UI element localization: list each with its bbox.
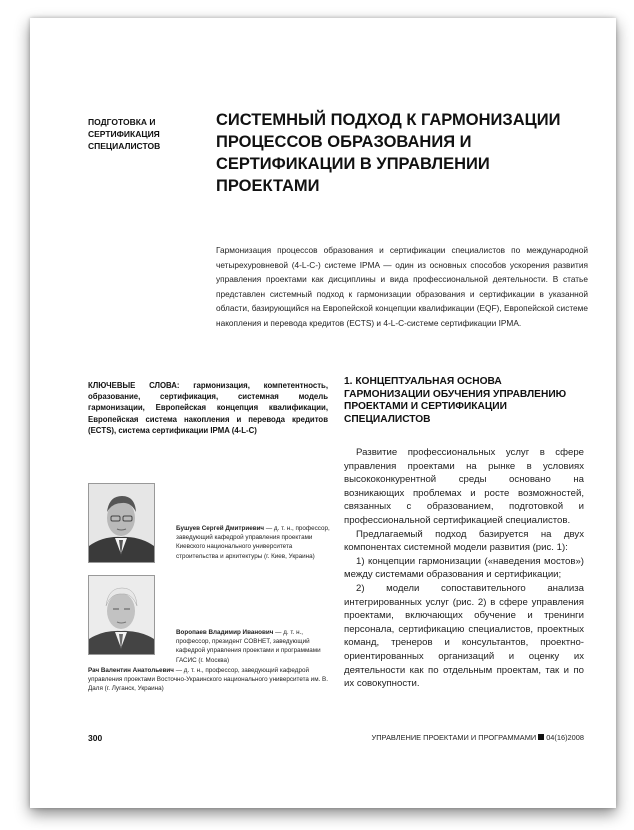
author-bio (88, 666, 333, 694)
keywords: КЛЮЧЕВЫЕ СЛОВА: гармонизация, компетентность, образование, сертификация, системная модель гармонизации, Европейская концепция квалификации, Европейская система накопления и перевода кредитов (ECTS), система сертификации IPMA (4-L-C) (88, 381, 328, 435)
page-number: 300 (88, 733, 103, 743)
square-separator-icon (538, 734, 544, 740)
author-photo (88, 575, 155, 655)
paragraph: 2) модели сопоставительного анализа интегрированных услуг (рис. 2) в сфере управления проектами, включающих обучение и тренинги персонала, сертификацию специалистов, проектных команд, тренеров и консультантов, проектно-ориентированных организаций и оценку их деятельности как по отдельным проектам, так и по их совокупности. (344, 582, 584, 690)
body-text (344, 446, 584, 691)
author-details: — д. т. н., профессор, президент СОВНЕТ, заведующий кафедрой управления проектами и программами ГАСИС (г. Москва) (176, 629, 321, 664)
article-title: СИСТЕМНЫЙ ПОДХОД К ГАРМОНИЗАЦИИ ПРОЦЕССОВ ОБРАЗОВАНИЯ И СЕРТИФИКАЦИИ В УПРАВЛЕНИИ ПРОЕКТАМИ (216, 111, 561, 195)
author-photo (88, 483, 155, 563)
author-details: — д. т. н., профессор, заведующий кафедрой управления проектами Восточно-Украинского национального университета им. В. Даля (г. Луганск, Украина) (88, 667, 328, 693)
author-name: Воропаев Владимир Иванович (176, 629, 274, 636)
section-heading: 1. КОНЦЕПТУАЛЬНАЯ ОСНОВА ГАРМОНИЗАЦИИ ОБУЧЕНИЯ УПРАВЛЕНИЮ ПРОЕКТАМИ И СЕРТИФИКАЦИИ СПЕЦИАЛИСТОВ (344, 376, 567, 425)
portrait-image (89, 484, 154, 562)
journal-name: УПРАВЛЕНИЕ ПРОЕКТАМИ И ПРОГРАММАМИ (371, 733, 537, 742)
author-bio (176, 628, 336, 665)
paragraph: Предлагаемый подход базируется на двух компонентах системной модели развития (рис. 1): (344, 528, 584, 554)
paragraph: Развитие профессиональных услуг в сфере управления проектами на рынке в условиях высококонкурентной среды основано на возникающих проблемах и росте возможностей, связанных с образованием, подготовкой и профессиональной сертификацией специалистов. (344, 447, 584, 526)
author-details: — д. т. н., профессор, заведующий кафедрой управления проектами Киевского национального университета строительства и архитектуры (г. Киев, Украина) (176, 525, 330, 560)
footer-journal (372, 733, 585, 742)
author-name: Рач Валентин Анатольевич (88, 667, 174, 674)
issue-number: 04(16)2008 (546, 733, 584, 742)
section-label: ПОДГОТОВКА И СЕРТИФИКАЦИЯ СПЕЦИАЛИСТОВ (88, 117, 161, 151)
author-name: Бушуев Сергей Дмитриевич (176, 525, 265, 532)
author-bio (176, 524, 336, 561)
portrait-image (89, 576, 154, 654)
paragraph: 1) концепции гармонизации («наведения мостов») между системами образования и сертификации; (344, 555, 584, 581)
abstract: Гармонизация процессов образования и сертификации специалистов по международной четырехуровневой (4-L-C-) системе IPMA — один из основных способов ускорения развития управления проектами как дисциплины и вида профессиональной деятельности. В статье представлен системный подход к гармонизации образования и сертификации в указанной области, базирующийся на Европейской концепции квалификации (EQF), Европейской системе накопления и перевода кредитов (ECTS) и 4-L-C-системе сертификации IPMA. (216, 245, 588, 328)
